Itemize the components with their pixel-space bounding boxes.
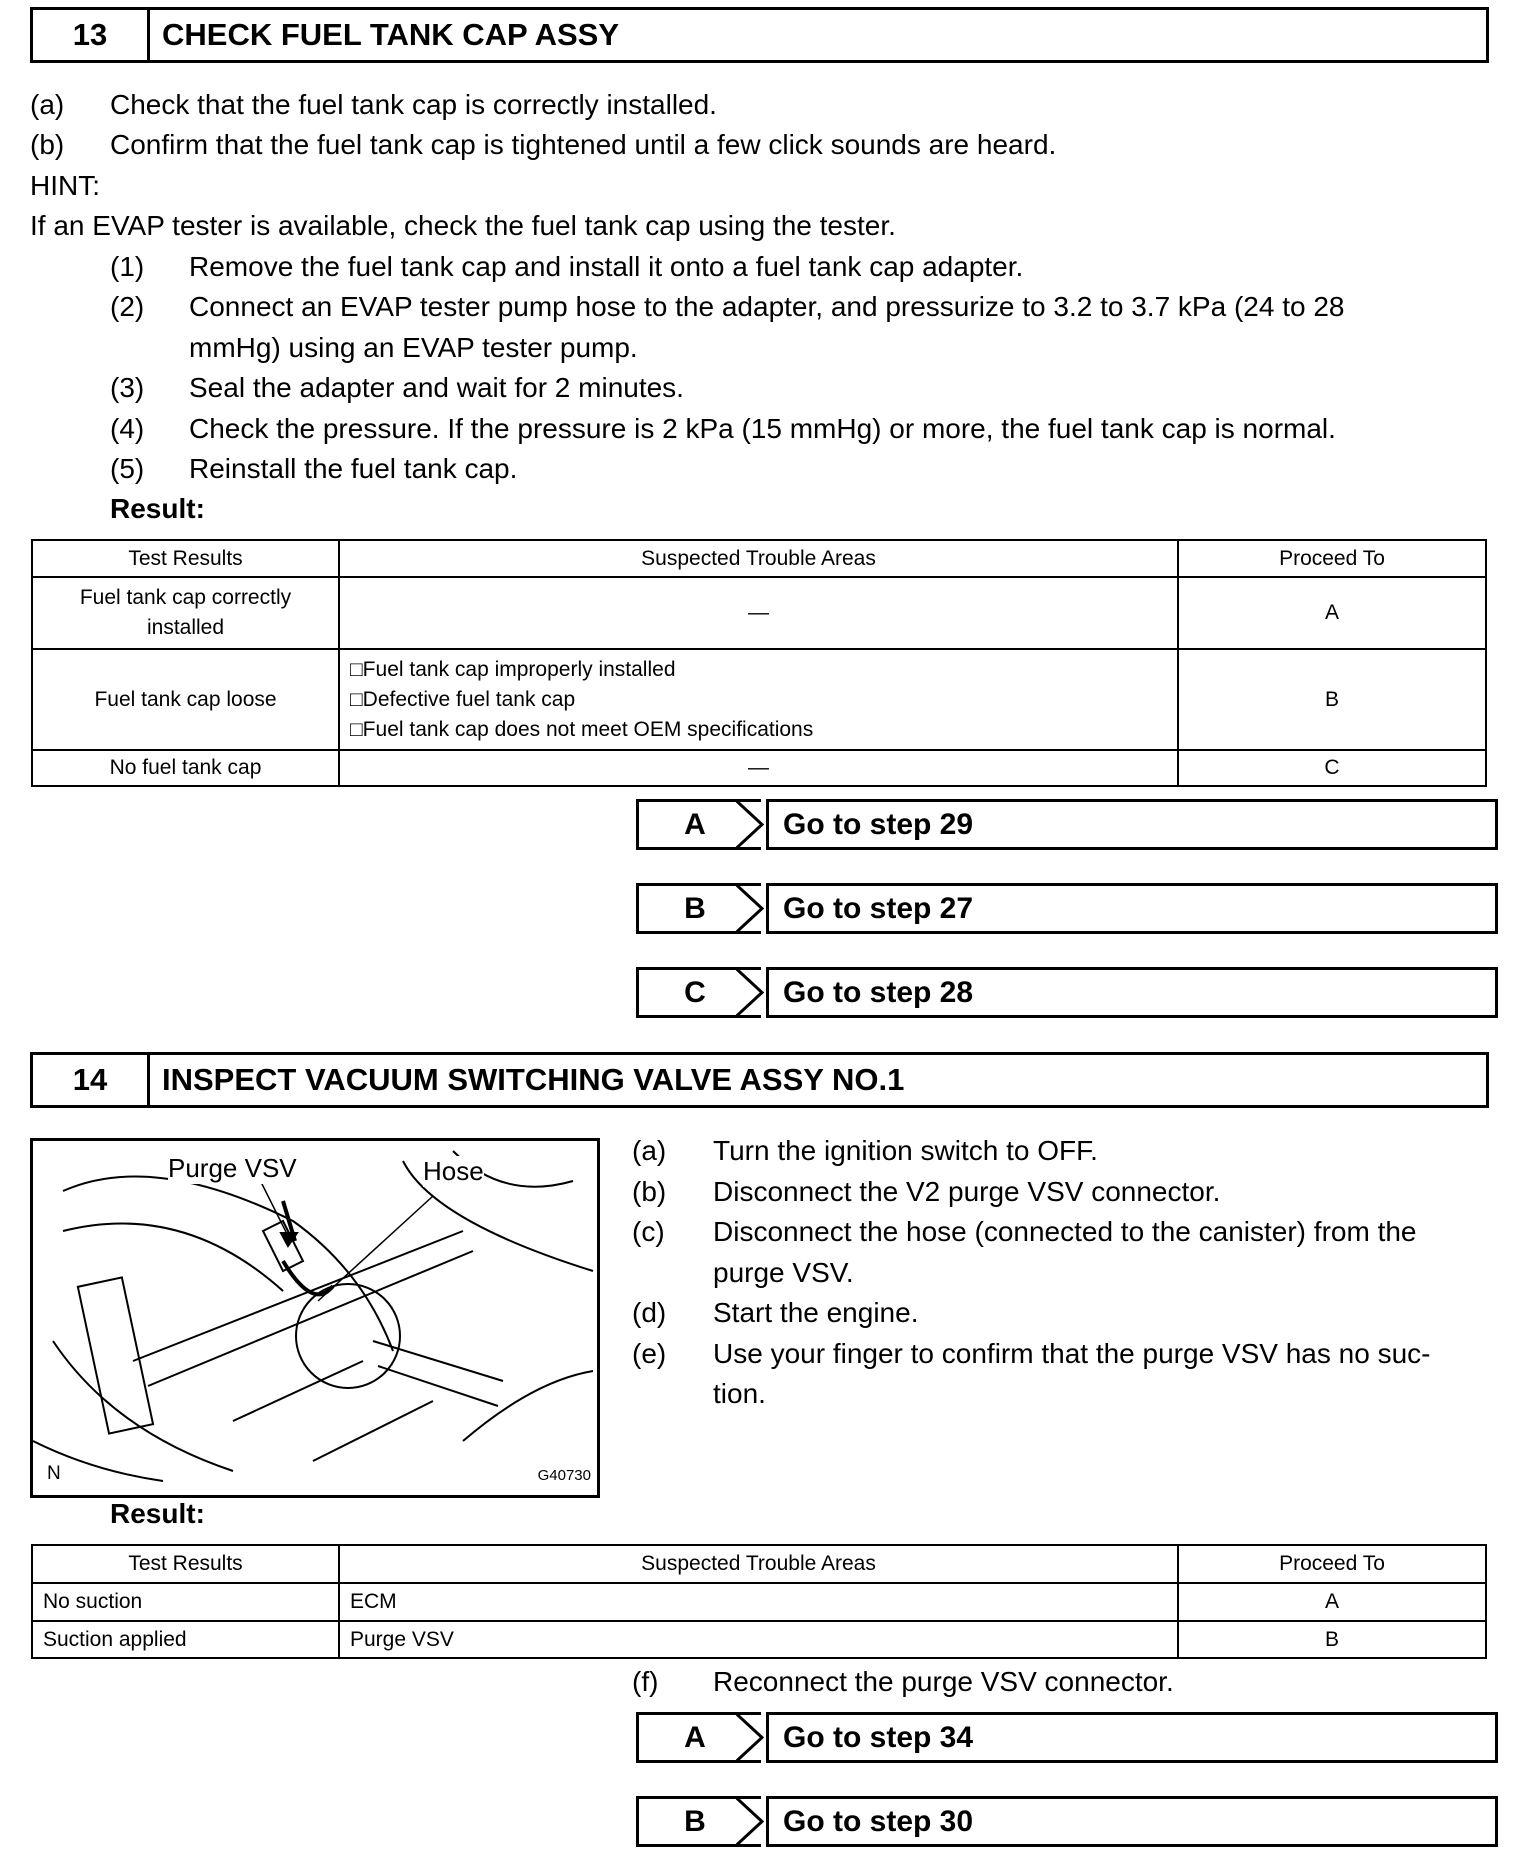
result-label: Result: [110,1498,205,1529]
step-number: 14 [33,1055,150,1105]
item-label: (a) [632,1135,667,1166]
item-a [30,88,717,122]
item-label: (c) [632,1216,665,1247]
purge-vsv-callout: Purge VSV [168,1153,297,1183]
figure-corner-mark: N [47,1463,61,1484]
item-e-cont: tion. [713,1378,766,1409]
table-row [32,750,1486,786]
item-e [632,1337,1431,1371]
table-row [32,1583,1486,1621]
arrow-right-icon [736,967,766,1018]
item-b [30,128,1057,162]
proceed-letter: B [636,1796,761,1847]
result-table-14 [31,1544,1487,1659]
proceed-cell: B [1178,1621,1486,1658]
go-to-step-link[interactable]: Go to step 29 [766,799,1498,850]
go-to-step-link[interactable]: Go to step 34 [766,1712,1498,1763]
item-label: (a) [30,89,65,120]
trouble-area-cell: — [339,750,1178,786]
substep-1 [110,250,1024,284]
item-c-cont: purge VSV. [713,1257,854,1288]
item-label: (f) [632,1666,659,1697]
table-header-row [32,540,1486,577]
table-row [32,577,1486,649]
item-text: Confirm that the fuel tank cap is tightened until a few click sounds are heard. [110,129,1057,160]
substep-text: Reinstall the fuel tank cap. [189,453,518,484]
arrow-right-icon [736,883,766,934]
column-header: Test Results [32,540,339,577]
substep-text: Remove the fuel tank cap and install it onto a fuel tank cap adapter. [189,251,1024,282]
trouble-area-item: □Fuel tank cap improperly installed [350,657,676,681]
substep-4 [110,412,1336,446]
table-header-row [32,1545,1486,1583]
trouble-area-cell [339,649,1178,750]
step-number: 13 [33,10,150,60]
item-d [632,1296,919,1330]
step-title: CHECK FUEL TANK CAP ASSY [162,17,620,52]
item-c [632,1215,1417,1249]
substep-label: (4) [110,413,145,444]
substep-2 [110,290,1345,324]
proceed-letter: C [636,967,761,1018]
column-header: Proceed To [1178,1545,1486,1583]
figure-code: G40730 [537,1467,591,1484]
column-header: Proceed To [1178,540,1486,577]
item-label: (b) [632,1176,667,1207]
proceed-letter: A [636,799,761,850]
item-label: (e) [632,1338,667,1369]
proceed-cell: A [1178,577,1486,649]
table-row [32,649,1486,750]
hint-text: If an EVAP tester is available, check the fuel tank cap using the tester. [30,210,896,241]
test-result-cell: No suction [32,1583,339,1621]
item-text: Disconnect the V2 purge VSV connector. [713,1176,1221,1207]
go-to-step-link[interactable]: Go to step 30 [766,1796,1498,1847]
proceed-cell: B [1178,649,1486,750]
result-table-13 [31,539,1487,787]
item-text: Start the engine. [713,1297,919,1328]
proceed-cell: A [1178,1583,1486,1621]
substep-3 [110,371,684,405]
column-header: Suspected Trouble Areas [339,1545,1178,1583]
proceed-cell: C [1178,750,1486,786]
hint-label: HINT: [30,170,100,201]
arrow-right-icon [736,799,766,850]
substep-2-cont: mmHg) using an EVAP tester pump. [189,332,638,363]
item-a [632,1134,1098,1168]
item-text: Use your finger to confirm that the purge VSV has no suc- [713,1338,1431,1369]
item-label: (b) [30,129,65,160]
trouble-area-item: □Fuel tank cap does not meet OEM specifications [350,717,814,741]
hose-callout: Hose [423,1156,484,1186]
substep-text: Connect an EVAP tester pump hose to the adapter, and pressurize to 3.2 to 3.7 kPa (24 to 28 [189,291,1345,322]
item-text: Turn the ignition switch to OFF. [713,1135,1098,1166]
go-to-step-link[interactable]: Go to step 28 [766,967,1498,1018]
test-result-cell: Fuel tank cap correctly installed [32,577,339,649]
step-title: INSPECT VACUUM SWITCHING VALVE ASSY NO.1 [162,1062,905,1097]
proceed-letter: A [636,1712,761,1763]
step-14-header [30,1052,1489,1108]
item-text: Reconnect the purge VSV connector. [713,1666,1174,1697]
substep-label: (1) [110,251,145,282]
substep-text: Seal the adapter and wait for 2 minutes. [189,372,684,403]
substep-label: (5) [110,453,145,484]
go-to-step-link[interactable]: Go to step 27 [766,883,1498,934]
proceed-letter: B [636,883,761,934]
substep-label: (2) [110,291,145,322]
arrow-right-icon [736,1712,766,1763]
item-text: Check that the fuel tank cap is correctly installed. [110,89,717,120]
trouble-area-item: □Defective fuel tank cap [350,687,576,711]
table-row [32,1621,1486,1658]
item-f [632,1665,1174,1699]
arrow-right-icon [736,1796,766,1847]
substep-label: (3) [110,372,145,403]
step-13-header [30,7,1489,63]
substep-text: Check the pressure. If the pressure is 2 kPa (15 mmHg) or more, the fuel tank cap is normal. [189,413,1336,444]
item-label: (d) [632,1297,667,1328]
result-label: Result: [110,493,205,524]
test-result-cell: No fuel tank cap [32,750,339,786]
engine-drawing [33,1141,597,1495]
trouble-area-cell: — [339,577,1178,649]
column-header: Suspected Trouble Areas [339,540,1178,577]
column-header: Test Results [32,1545,339,1583]
substep-5 [110,452,518,486]
test-result-cell: Suction applied [32,1621,339,1658]
trouble-area-cell: ECM [339,1583,1178,1621]
item-b [632,1175,1221,1209]
purge-vsv-illustration [30,1138,600,1498]
trouble-area-cell: Purge VSV [339,1621,1178,1658]
test-result-cell: Fuel tank cap loose [32,649,339,750]
item-text: Disconnect the hose (connected to the canister) from the [713,1216,1417,1247]
